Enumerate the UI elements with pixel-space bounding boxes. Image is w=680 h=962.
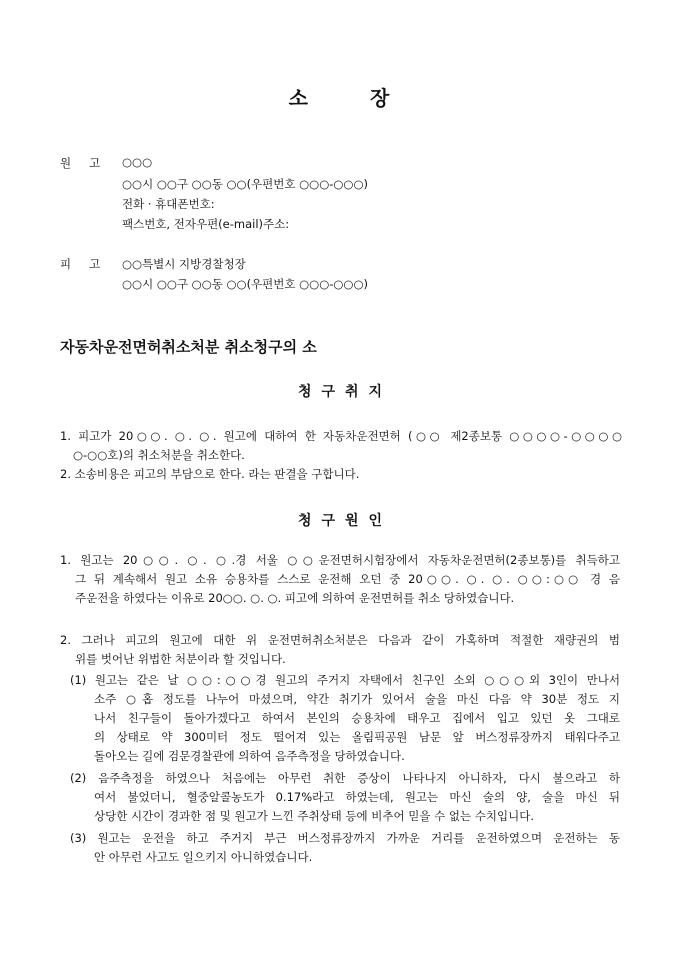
sub-cause-2-line-1: (2) 음주측정을 하였으나 처음에는 아무런 취한 증상이 나타나지 아니하자, 다시 불으라고 하 [70, 771, 620, 785]
cause-item-1 [60, 551, 620, 608]
cause-item-1-line-2: 그 뒤 계속해서 원고 소유 승용차를 스스로 운전해 오던 중 20○○. ○. ○. ○○:○○ 경 음 [75, 572, 620, 586]
plaintiff-label-char-1: 원 [60, 156, 72, 170]
plaintiff-phone: 전화 · 휴대폰번호: [122, 197, 215, 211]
defendant-label [60, 256, 100, 272]
cause-heading [0, 510, 680, 530]
cause-heading-char-3: 원 [345, 513, 359, 529]
claim-heading [0, 381, 680, 401]
claim-item-1 [60, 427, 622, 465]
cause-item-1-line-3: 주운전을 하였다는 이유로 20○○. ○. ○. 피고에 의하여 운전면허를 취소 당하였습니다. [75, 591, 515, 605]
sub-cause-1-line-3: 나서 친구들이 돌아가겠다고 하여서 본인의 승용차에 태우고 집에서 입고 있던 옷 그대로 [94, 711, 620, 725]
defendant-label-char-2: 고 [89, 257, 101, 271]
defendant-address: ○○시 ○○구 ○○동 ○○(우편번호 ○○○-○○○) [122, 277, 368, 291]
sub-cause-3-line-2: 안 아무런 사고도 일으키지 아니하였습니다. [94, 850, 313, 864]
cause-item-2-line-2: 위를 벗어난 위법한 처분이라 할 것입니다. [75, 652, 286, 666]
title-char-2: 장 [370, 86, 392, 110]
claim-heading-char-3: 취 [345, 384, 359, 400]
claim-item-1-line-1: 1. 피고가 20○○. ○. ○. 원고에 대하여 한 자동차운전면허 (○○ 제2종보통 ○○○○-○○○○ [60, 429, 622, 443]
sub-cause-1-line-2: 소주 ○홉 정도를 나누어 마셨으며, 약간 취기가 있어서 술을 마신 다음 약 30분 정도 지 [94, 692, 620, 706]
cause-item-2 [60, 631, 620, 669]
plaintiff-label-char-2: 고 [89, 156, 101, 170]
claim-item-2 [60, 465, 622, 484]
claim-heading-char-4: 지 [368, 384, 383, 400]
plaintiff-fax-email: 팩스번호, 전자우편(e-mail)주소: [122, 217, 290, 231]
claim-item-2-line-1: 2. 소송비용은 피고의 부담으로 한다. 라는 판결을 구합니다. [60, 467, 360, 481]
sub-cause-1-line-1: (1) 원고는 같은 날 ○○:○○경 원고의 주거지 자택에서 친구인 소외 ○○○외 3인이 만나서 [70, 673, 620, 687]
plaintiff-name: ○○○ [122, 155, 153, 169]
cause-item-1-line-1: 1. 원고는 20○○. ○. ○.경 서울 ○○운전면허시험장에서 자동차운전면허(2종보통)를 취득하고 [60, 553, 620, 567]
title-char-1: 소 [288, 86, 310, 110]
sub-cause-1-line-4: 의 상태로 약 300미터 정도 떨어져 있는 올림픽공원 남문 앞 버스정류장까지 태워다주고 [94, 730, 620, 744]
sub-cause-1-line-5: 돌아오는 길에 검문경찰관에 의하여 음주측정을 당하였습니다. [94, 749, 405, 763]
plaintiff-label [60, 155, 100, 171]
defendant-name: ○○특별시 지방경찰청장 [122, 257, 246, 271]
cause-item-2-line-1: 2. 그러나 피고의 원고에 대한 위 운전면허취소처분은 다음과 같이 가혹하며 적절한 재량권의 범 [60, 633, 620, 647]
document-title [0, 82, 680, 111]
claim-heading-char-2: 구 [321, 384, 335, 400]
sub-cause-2-line-3: 상당한 시간이 경과한 점 및 원고가 느낀 주취상태 등에 비추어 믿을 수 없는 수치입니다. [94, 809, 534, 823]
case-title: 자동차운전면허취소처분 취소청구의 소 [60, 338, 317, 356]
sub-cause-2-line-2: 여서 불었더니, 혈중알콜농도가 0.17%라고 하였는데, 원고는 마신 술의 양, 술을 마신 뒤 [94, 790, 620, 804]
claim-item-1-line-2: ○-○○호)의 취소처분을 취소한다. [73, 448, 245, 462]
defendant-label-char-1: 피 [60, 257, 72, 271]
plaintiff-address: ○○시 ○○구 ○○동 ○○(우편번호 ○○○-○○○) [122, 177, 368, 191]
sub-cause-3 [70, 829, 620, 867]
cause-heading-char-4: 인 [368, 513, 383, 529]
cause-heading-char-1: 청 [297, 513, 312, 529]
sub-cause-3-line-1: (3) 원고는 운전을 하고 주거지 부근 버스정류장까지 가까운 거리를 운전하였으며 운전하는 동 [70, 831, 620, 845]
sub-cause-2 [70, 769, 620, 826]
sub-cause-1 [70, 671, 620, 766]
claim-heading-char-1: 청 [297, 384, 312, 400]
cause-heading-char-2: 구 [321, 513, 335, 529]
